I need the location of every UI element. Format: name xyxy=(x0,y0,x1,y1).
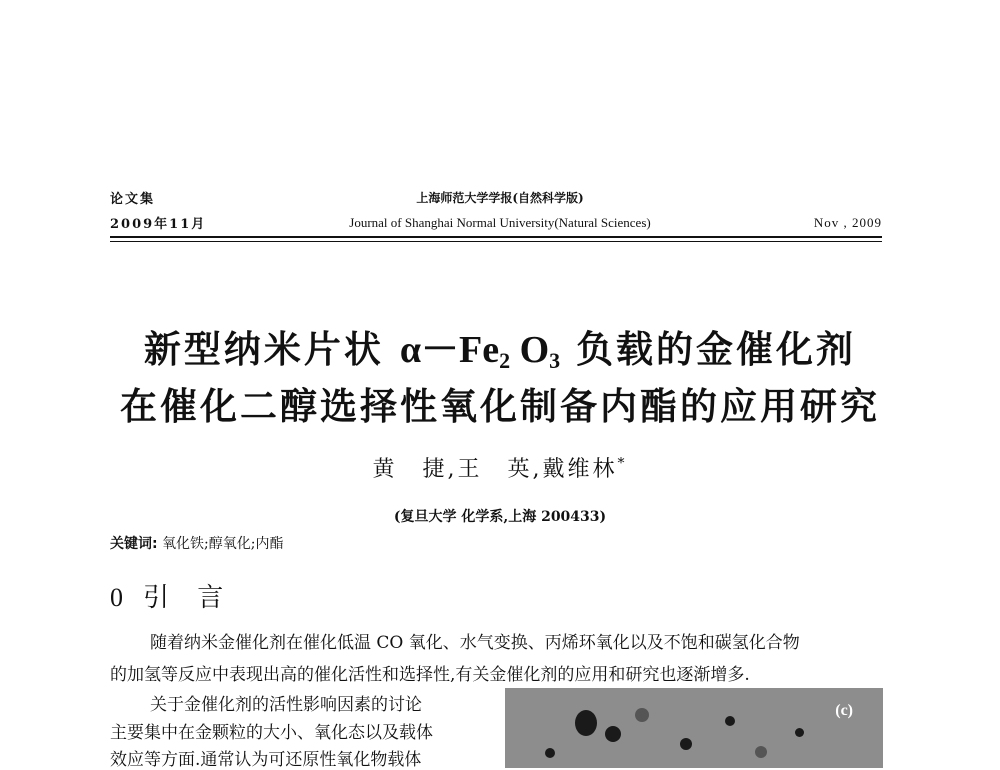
keywords-values: 氧化铁;醇氧化;内酯 xyxy=(162,536,284,552)
body-text-line: 主要集中在金颗粒的大小、氧化态以及载体 xyxy=(110,723,433,743)
title-formula: $\alpha-Fe_2$ $O_3$ xyxy=(399,329,561,373)
paper-title-line2: 在催化二醇选择性氧化制备内酯的应用研究 xyxy=(120,385,880,428)
header-rule-thin xyxy=(110,241,882,242)
section-number: 0 xyxy=(110,583,143,612)
body-text-line: 随着纳米金催化剂在催化低温 CO 氧化、水气变换、丙烯环氧化以及不饱和碳氢化合物 xyxy=(150,633,800,653)
author-list: 黄 捷,王 英,戴维林* xyxy=(372,455,628,482)
body-text-line: 的加氢等反应中表现出高的催化活性和选择性,有关金催化剂的应用和研究也逐渐增多. xyxy=(110,665,750,685)
journal-section-label: 论文集 xyxy=(110,192,156,207)
keywords xyxy=(110,533,284,553)
journal-name-cn: 上海师范大学学报(自然科学版) xyxy=(416,191,584,205)
body-text-line: 关于金催化剂的活性影响因素的讨论 xyxy=(150,695,422,715)
section-title: 引 言 xyxy=(143,583,234,613)
header-rule-thick xyxy=(110,236,882,238)
figure-panel-label: (c) xyxy=(835,702,853,719)
paper-title-line1 xyxy=(0,318,1000,374)
body-text-line: 效应等方面.通常认为可还原性氧化物载体 xyxy=(110,750,422,770)
keywords-label: 关键词: xyxy=(110,536,158,552)
issue-date: 2009年11月 xyxy=(110,217,207,232)
issue-date-en: Nov , 2009 xyxy=(813,215,882,230)
journal-name-en: Journal of Shanghai Normal University(Natural Sciences) xyxy=(349,215,651,230)
title-prefix: 新型纳米片状 xyxy=(143,328,384,371)
tem-micrograph xyxy=(505,688,883,768)
affiliation: (复旦大学 化学系,上海 200433) xyxy=(393,509,607,525)
title-suffix: 负载的金催化剂 xyxy=(576,328,857,371)
corresponding-author-mark: * xyxy=(617,455,628,472)
section-heading xyxy=(110,577,233,614)
